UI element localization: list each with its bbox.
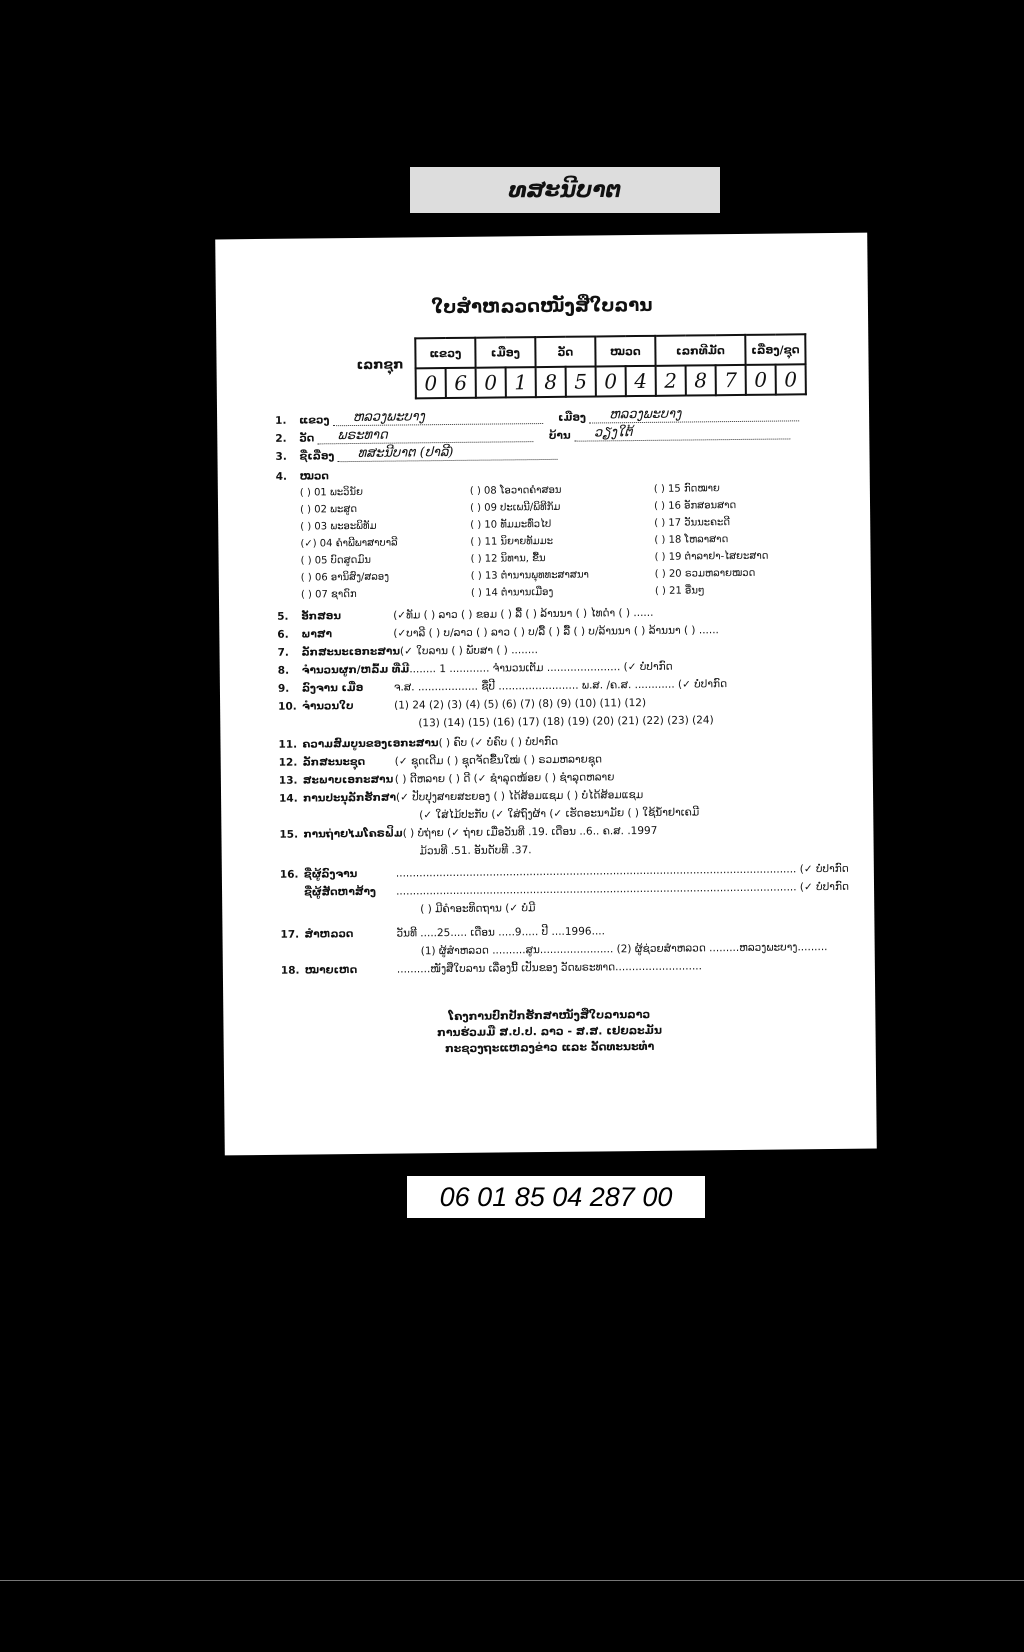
category-option: ( ) 10 ທັມມະທົ່ວໄປ: [470, 518, 552, 531]
code-header: ເລກທີມັດ: [655, 335, 745, 366]
row-value: ( ) ຄົບ (✓ ບໍ່ຄົບ ( ) ບໍ່ປາກົດ: [438, 735, 559, 750]
code-digit: 0: [776, 364, 806, 394]
row-number: 8.: [277, 664, 290, 677]
code-digit: 7: [716, 365, 746, 395]
row-value: ..........ໜັງສືໃບລານ ເລື່ອງນີ້ ເປັນຂອງ ວັດພຣະທາດ..........................: [396, 960, 703, 976]
category-option: ( ) 17 ວັນນະຄະດີ: [654, 517, 731, 529]
code-digit: 8: [536, 367, 566, 397]
code-header: ວັດ: [535, 336, 595, 367]
form-row: [281, 960, 702, 976]
category-option: ( ) 07 ຊາດົກ: [300, 588, 357, 601]
top-title-strip: ທສະນີບາຕ: [410, 167, 720, 213]
category-option: ( ) 11 ນິຍາຍທັມມະ: [470, 535, 554, 548]
form-row: [280, 881, 849, 899]
form-row: [280, 925, 605, 940]
form-row: [278, 714, 713, 731]
category-column-1: [300, 484, 398, 604]
category-option: ( ) 20 ຣວມຫລາຍໝວດ: [654, 567, 756, 580]
form-row: [281, 941, 828, 959]
form-row: [277, 607, 653, 623]
row-label: ຄວາມສົມບູນຂອງເອກະສານ: [302, 737, 439, 751]
code-table: [414, 333, 807, 399]
row-value: ( ) ມີຄຳອະທິດຖານ (✓ ບໍ່ມີ: [420, 902, 536, 916]
row-label: ຊື່ຜູ້ສັດຫາສ້າງ: [304, 885, 376, 899]
row-label: ການປະນຸລັກຮັກສາ: [303, 791, 396, 805]
category-option: ( ) 19 ຕຳລາຢາ-ໄສຍະສາດ: [654, 550, 769, 563]
field-category: 4. ໝວດ: [275, 470, 329, 483]
row-number: 9.: [277, 682, 290, 695]
code-digit: 2: [656, 366, 686, 396]
form-row: [279, 753, 602, 768]
row-number: 11.: [278, 738, 298, 751]
row-value: ມ້ວນທີ .51. ອັນດັບທີ .37.: [419, 844, 532, 858]
row-label: ລັກສະນະເອກະສານ: [301, 645, 401, 659]
code-label: ເລກຊຸກ: [356, 357, 404, 373]
scan-edge-line: [0, 1580, 1024, 1581]
row-label: ລັກສະນະຊຸດ: [302, 755, 366, 769]
document-number: 06 01 85 04 287 00: [407, 1176, 705, 1218]
category-option: ( ) 21 ອື່ນໆ: [654, 585, 705, 597]
form-row: [280, 902, 535, 917]
category-option: ( ) 14 ຕຳນານເມືອງ: [470, 586, 554, 599]
row-label: ອັກສອນ: [301, 610, 342, 623]
row-value: ........................................................................................................................ (✓ ບໍ່ປາກົດ: [395, 880, 850, 898]
row-number: 7.: [277, 646, 289, 659]
form-footer: [223, 1005, 875, 1060]
code-digit: 0: [476, 367, 506, 397]
row-value: (✓ ຊຸດເດີມ ( ) ຊຸດຈັດຂື້ນໃໝ່ ( ) ຣວມຫລາຍຊຸດ: [394, 753, 603, 768]
row-label: ຈຳນວນໃບ: [302, 700, 354, 713]
category-option: ( ) 16 ອັກສອນສາດ: [653, 499, 737, 512]
code-header: ໝວດ: [595, 336, 655, 367]
category-option: ( ) 09 ປະເພນີ/ພິທີກັມ: [469, 501, 561, 514]
row-value: ຈ.ສ. .................. ຊື່ປີ ........................ ພ.ສ. /ຄ.ສ. ............ (✓ ບໍ່ປາກົດ: [393, 678, 728, 694]
category-option: ( ) 02 ພະສູດ: [300, 503, 358, 516]
footer-line: ໂຄງການປົກປັກຮັກສາໜັງສືໃບລານລາວ: [448, 1007, 651, 1024]
field-province: 1. ແຂວງ ຫລວງພະບາງ ເມືອງ ຫລວງພະບາງ: [275, 405, 799, 426]
row-number: 17.: [280, 928, 300, 941]
code-digit: 8: [686, 365, 716, 395]
category-option: ( ) 01 ພະວິນັຍ: [299, 486, 363, 499]
form-row: [278, 678, 727, 695]
form-row: [278, 736, 558, 751]
row-value: (✓ ໃສ່ໄມ້ປະກັບ (✓ ໃສ່ຖົງຜ້າ (✓ ເຮັດອະນາມັຍ ( ) ໃຊ້ນ້ຳຢາເຄມີ: [419, 806, 700, 822]
row-value: ........................................................................................................................ (✓ ບໍ່ປາກົດ: [395, 862, 849, 880]
code-digit: 1: [506, 367, 536, 397]
footer-line: ກະຊວງຖະແຫລງຂ່າວ ແລະ ວັດທະນະທຳ: [444, 1039, 655, 1056]
row-value: (✓ທັມ ( ) ລາວ ( ) ຂອມ ( ) ລື້ ( ) ລ້ານນາ ( ) ໄທດຳ ( ) ......: [393, 606, 654, 622]
code-header: ເມືອງ: [475, 337, 535, 368]
form-row: [277, 624, 719, 641]
code-digit: 0: [596, 366, 626, 396]
row-value: (✓ ໃບລານ ( ) ພັບສາ ( ) ........: [399, 644, 538, 658]
row-number: 12.: [278, 756, 298, 769]
category-option: ( ) 05 ບົດສູດມົນ: [300, 554, 371, 567]
form-row: [280, 844, 532, 859]
row-label: ຊື່ຜູ້ລົງຈານ: [303, 867, 358, 881]
row-label: ການຖ່າຍໄມໂຄຣຟິມ: [303, 827, 403, 841]
form-row: [278, 697, 646, 713]
row-number: 18.: [280, 964, 300, 977]
row-label: ພາສາ: [301, 628, 333, 641]
row-label: ໝາຍເຫດ: [304, 963, 358, 977]
category-option: ( ) 13 ຕຳນານພຸທທະສາສນາ: [470, 569, 589, 582]
code-digit: 4: [626, 366, 656, 396]
field-story-name: 3. ຊື່ເລື່ອງ ທສະນີບາຕ (ປາລີ): [275, 444, 557, 463]
code-digit: 0: [416, 368, 446, 398]
row-label: ສະພາບເອກະສານ: [302, 773, 394, 787]
row-number: 5.: [277, 610, 289, 623]
form-row: [279, 825, 657, 841]
code-digit: 6: [446, 368, 476, 398]
category-option: ( ) 03 ພະອະພິທັມ: [300, 520, 377, 533]
row-number: 14.: [279, 792, 298, 805]
row-value: ........ 1 ............ ຈຳນວນເຕັມ ...................... (✓ ບໍ່ປາກົດ: [409, 660, 673, 676]
survey-form-sheet: [215, 233, 877, 1156]
row-value: (1) ຜູ້ສຳຫລວດ ..........ສູນ...................... (2) ຜູ້ຊ່ວຍສຳຫລວດ .........ຫລວງພະບາງ.........: [420, 941, 828, 958]
row-value: ( ) ບໍ່ຖ່າຍ (✓ ຖ່າຍ ເມື່ອວັນທີ .19. ເດືອນ ..6.. ຄ.ສ. .1997: [402, 824, 658, 840]
row-value: ( ) ດີຫລາຍ ( ) ດີ (✓ ຊຳລຸດໜ້ອຍ ( ) ຊຳລຸດຫລາຍ: [394, 771, 615, 786]
row-value: (✓ ປັບປຸງສາຍສະຍອງ ( ) ໄດ້ສ້ອມແຊມ ( ) ບໍ່ໄດ້ສ້ອມແຊມ: [395, 788, 644, 804]
row-number: 10.: [278, 700, 297, 713]
code-header: ເລື່ອງ/ຊຸດ: [745, 334, 805, 365]
form-row: [279, 806, 699, 822]
footer-line: ການຮ່ວມມື ສ.ປ.ປ. ລາວ - ສ.ສ. ເຢຍລະມັນ: [437, 1023, 663, 1040]
category-option: ( ) 08 ໂອວາດຄຳສອນ: [469, 484, 562, 497]
row-value: (✓ບາລີ ( ) ບ/ລາວ ( ) ລາວ ( ) ບ/ລື້ ( ) ລື້ ( ) ບ/ລ້ານນາ ( ) ລ້ານນາ ( ) ......: [393, 624, 719, 640]
category-option: ( ) 12 ນິທານ, ຂື້ນ: [470, 552, 546, 565]
category-option: (✓) 04 ຄຳພີພາສາບາລີ: [300, 537, 398, 550]
row-number: 15.: [279, 828, 299, 841]
category-option: ( ) 18 ໂຫລາສາດ: [654, 534, 729, 546]
form-row: [278, 661, 673, 677]
row-label: ຈຳນວນຜູກ/ຫລົ້ມ ທີ່ມີ: [301, 663, 410, 677]
form-title: ໃບສຳຫລວດໜັງສືໃບລານ: [431, 294, 653, 319]
row-number: 6.: [277, 628, 289, 641]
form-row: [280, 863, 849, 881]
form-row: [279, 771, 615, 787]
row-number: 16.: [279, 868, 299, 881]
category-option: ( ) 06 ອານິສົງ/ສລອງ: [300, 571, 390, 584]
category-column-3: [654, 480, 769, 600]
row-label: ລົງຈານ ເມື່ອ: [301, 681, 364, 695]
form-row: [277, 644, 537, 659]
form-row: [279, 789, 643, 805]
category-column-2: [470, 482, 589, 602]
code-header: ແຂວງ: [415, 338, 475, 369]
row-value: ວັນທີ .....25..... ເດືອນ .....9..... ປີ ....1996....: [396, 925, 605, 940]
field-temple: 2. ວັດ ພຣະທາດ ບ້ານ ວຽງໃຕ້: [275, 423, 790, 444]
code-digit: 5: [566, 366, 596, 396]
row-number: 13.: [278, 774, 298, 787]
row-value: (1) 24 (2) (3) (4) (5) (6) (7) (8) (9) (10) (11) (12): [394, 696, 647, 712]
category-option: ( ) 15 ກົດໝາຍ: [653, 483, 720, 495]
row-label: ສຳຫລວດ: [304, 928, 354, 941]
code-digit: 0: [746, 365, 776, 395]
row-value: (13) (14) (15) (16) (17) (18) (19) (20) (21) (22) (23) (24): [418, 714, 714, 730]
